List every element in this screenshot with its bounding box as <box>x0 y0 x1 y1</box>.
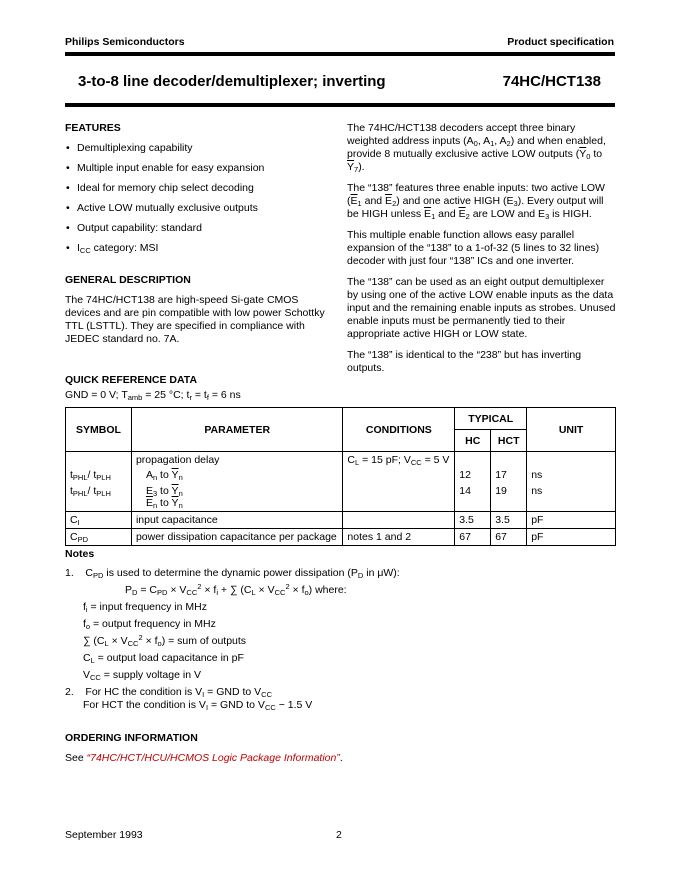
quick-reference-section <box>65 374 617 546</box>
col-hct: HCT <box>491 430 527 452</box>
package-info-link[interactable]: “74HC/HCT/HCU/HCMOS Logic Package Information” <box>86 752 340 764</box>
table-row: $C_I$ input capacitance 3.5 3.5 pF <box>66 512 616 529</box>
hc-e3: 14 <box>459 485 471 497</box>
quick-reference-table <box>65 407 616 546</box>
note-1: 1. $C_{PD}$ is used to determine the dynamic power dissipation ($P_D$ in μW): <box>65 567 400 580</box>
feature-item-icc: • $I_{CC}$ category: MSI <box>65 242 335 255</box>
col-typical: TYPICAL <box>455 408 527 430</box>
company-name: Philips Semiconductors <box>65 36 185 48</box>
param-input-capacitance: input capacitance <box>131 512 342 529</box>
inverting-paragraph: The “138” is identical to the “238” but has inverting outputs. <box>347 349 582 374</box>
hct-e3: 19 <box>495 485 507 497</box>
feature-item: • Multiple input enable for easy expansion <box>65 162 335 175</box>
note-cl: $C_L$ = output load capacitance in pF <box>83 652 244 665</box>
left-column <box>65 122 335 354</box>
features-heading: FEATURES <box>65 122 121 134</box>
ordering-section <box>65 732 617 764</box>
header-rule <box>65 52 615 56</box>
hc-an: 12 <box>459 469 471 481</box>
note-fi: $f_i$ = input frequency in MHz <box>83 601 207 614</box>
ordering-text: See “74HC/HCT/HCU/HCMOS Logic Package Information”. <box>65 752 343 764</box>
col-hc: HC <box>455 430 491 452</box>
param-power-dissipation: power dissipation capacitance per package <box>131 529 342 546</box>
notes-section <box>65 548 617 715</box>
table-row: $C_{PD}$ power dissipation capacitance per package notes 1 and 2 67 67 pF <box>66 529 616 546</box>
col-parameter: PARAMETER <box>131 408 342 452</box>
feature-item: • Ideal for memory chip select decoding <box>65 182 335 195</box>
notes-heading: Notes <box>65 548 95 560</box>
general-description-heading: GENERAL DESCRIPTION <box>65 274 191 286</box>
unit-e3: ns <box>531 485 543 497</box>
feature-item: • Output capability: standard <box>65 222 335 235</box>
note-fo: $f_o$ = output frequency in MHz <box>83 618 216 631</box>
feature-item: • Active LOW mutually exclusive outputs <box>65 202 335 215</box>
note-2b: For HCT the condition is $V_I$ = GND to $V_{CC} - 1.5$ V <box>83 699 313 712</box>
hct-an: 17 <box>495 469 507 481</box>
param-propagation-delay: propagation delay <box>135 454 220 466</box>
device-description: 3-to-8 line decoder/demultiplexer; inverting <box>78 73 386 90</box>
col-conditions: CONDITIONS <box>343 408 455 452</box>
feature-item: • Demultiplexing capability <box>65 142 335 155</box>
document-type: Product specification <box>507 36 614 48</box>
note-sum: ∑ $(C_L \times V_{CC}^2 \times f_o)$ = sum of outputs <box>83 633 247 648</box>
intro-paragraph: The 74HC/HCT138 decoders accept three binary weighted address inputs ($A_0$, $A_1$, $A_2$) and when enabled, provide 8 mutually exclusive active LOW outputs ($\overline{Y}_0$ to $\overline{Y}_7$). <box>347 122 606 174</box>
right-column <box>347 122 617 383</box>
general-description-text: The 74HC/HCT138 are high-speed Si-gate CMOS devices and are pin compatible with low power Schottky TTL (LSTTL). They are specified in compliance with JEDEC standard no. 7A. <box>65 294 325 345</box>
unit-an: ns <box>531 469 543 481</box>
qrd-heading: QUICK REFERENCE DATA <box>65 374 198 386</box>
col-symbol: SYMBOL <box>66 408 132 452</box>
note-vcc: $V_{CC}$ = supply voltage in V <box>83 669 201 682</box>
qrd-conditions: GND = 0 V; $T_{amb} = 25$ °C; $t_r = t_f = 6$ ns <box>65 389 241 402</box>
title-rule <box>65 103 615 107</box>
expansion-paragraph: This multiple enable function allows easy parallel expansion of the “138” to a 1-of-32 (5 lines to 32 lines) decoder with just four “138” ICs and one inverter. <box>347 229 600 267</box>
note-2: 2. For HC the condition is $V_I$ = GND to $V_{CC}$ <box>65 686 272 699</box>
ordering-heading: ORDERING INFORMATION <box>65 732 198 744</box>
table-row: $t_{PHL}/$ $t_{PLH}$ $t_{PHL}/$ $t_{PLH}$ propagation delay $A_n$ to $\overline{Y}_n$ $E_3$ to $\overline{Y}_n$ $\overline{E}_n$ to $\overline{Y}_n$ $C_L = 15$ pF; $V_{CC} = 5$ V 12 14 17 19 ns ns <box>66 452 616 512</box>
col-unit: UNIT <box>527 408 616 452</box>
footer-date: September 1993 <box>65 829 143 841</box>
enable-paragraph: The “138” features three enable inputs: two active LOW ($\overline{E}_1$ and $\overline{E}_2$) and one active HIGH $(E_3)$. Every output will be HIGH unless $\overline{E}_1$ and $\overline{E}_2$ are LOW and $E_3$ is HIGH. <box>347 182 605 221</box>
page-number: 2 <box>336 829 342 841</box>
features-list <box>65 142 335 255</box>
part-number: 74HC/HCT138 <box>502 73 601 90</box>
note-1-formula: $P_D = C_{PD} \times V_{CC}^2 \times f_i$ + ∑ $(C_L \times V_{CC}^2 \times f_o)$ where: <box>125 582 347 597</box>
demux-paragraph: The “138” can be used as an eight output demultiplexer by using one of the active LOW enable inputs as the data input and the remaining enable inputs as strobes. Unused enable inputs must be permanently tied to their appropriate active HIGH or LOW state. <box>347 276 616 340</box>
